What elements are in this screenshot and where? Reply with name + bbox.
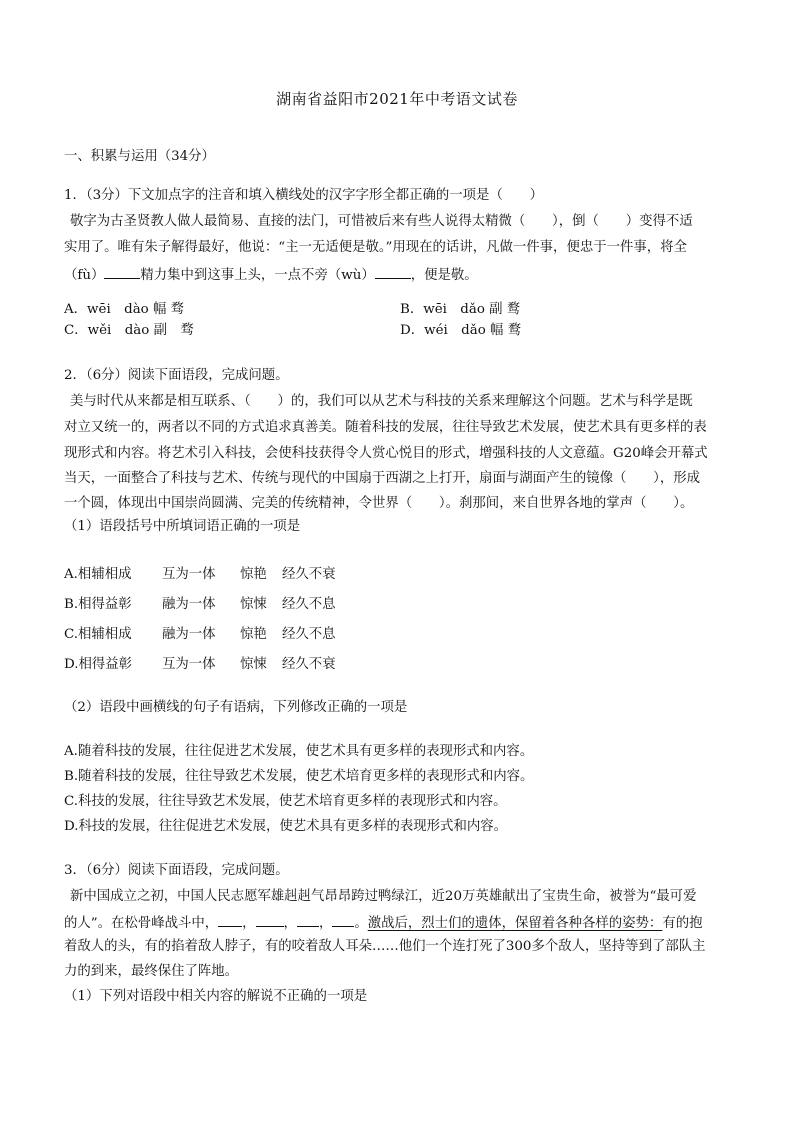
passage-text: 有的抱 [662, 916, 703, 931]
question-3-sub-1: （1）下列对语段中相关内容的解说不正确的一项是 [64, 989, 368, 1004]
choice-cell: 惊艳 [240, 567, 267, 582]
fill-blank [104, 264, 140, 279]
question-1-passage-line: 实用了。唯有朱子解得最好，他说：“主一无适便是敬。”用现在的话讲，凡做一件事，便忠于一件事，将全 [64, 240, 687, 255]
question-2-passage-line: 对立又统一的，两者以不同的方式追求真善美。随着科技的发展，往往导致艺术发展，使艺术具有更多样的表 [64, 420, 707, 435]
choice-cell: D.相得益彰 [64, 657, 133, 672]
word-choice-row [64, 565, 336, 585]
choice-cell: 互为一体 [162, 657, 216, 672]
passage-text: 精力集中到这事上头，一点不旁（wù） [140, 268, 375, 283]
question-1-stem: 1．（3分）下文加点字的注音和填入横线处的汉字字形全都正确的一项是（ ） [64, 188, 544, 203]
question-1-passage-line [64, 264, 478, 286]
underlined-sentence: 激战后，烈士们的遗体，保留着各种各样的姿势： [367, 916, 663, 931]
fill-blank [297, 912, 319, 927]
choice-cell: 经久不衰 [282, 657, 336, 672]
question-2-passage-line: 美与时代从来都是相互联系、（ ）的，我们可以从艺术与科技的关系来理解这个问题。艺术与科学是既 [70, 394, 693, 409]
fill-blank [218, 912, 242, 927]
passage-text: 。 [354, 916, 368, 931]
choice-cell: 经久不息 [282, 627, 336, 642]
question-2-sub-1: （1）语段括号中所填词语正确的一项是 [64, 519, 301, 534]
choice-cell: 融为一体 [162, 627, 216, 642]
passage-text: ， [318, 916, 333, 931]
choice-cell: 经久不息 [282, 597, 336, 612]
revision-option-c: C.科技的发展，往往导致艺术发展，使艺术培育更多样的表现形式和内容。 [64, 794, 507, 809]
option-a: A．wēi dào 幅 骛 [64, 302, 185, 317]
passage-text: ， [283, 916, 297, 931]
question-3-passage-line: 力的到来，最终保住了阵地。 [64, 964, 239, 979]
choice-cell: C.相辅相成 [64, 627, 132, 642]
question-1-passage-line: 敬字为古圣贤教人做人最简易、直接的法门，可惜被后来有些人说得太精微（ ），倒（ ）变得不适 [70, 214, 693, 229]
fill-blank [256, 912, 284, 927]
choice-cell: 融为一体 [162, 597, 216, 612]
choice-cell: 经久不衰 [282, 567, 336, 582]
passage-text: ， [242, 916, 256, 931]
revision-option-b: B.随着科技的发展，往往导致艺术发展，使艺术培育更多样的表现形式和内容。 [64, 769, 534, 784]
choice-cell: 惊艳 [240, 627, 267, 642]
revision-option-d: D.科技的发展，往往促进艺术发展，使艺术具有更多样的表现形式和内容。 [64, 819, 508, 834]
choice-cell: 惊悚 [240, 597, 267, 612]
question-2-passage-line: 当天，一面整合了科技与艺术、传统与现代的中国扇于西湖之上打开，扇面与湖面产生的镜像（ ），形成 [64, 471, 701, 486]
question-3-passage-line: 着敌人的头，有的掐着敌人脖子，有的咬着敌人耳朵……他们一个连打死了300多个敌人，坚持等到了部队主 [64, 939, 706, 954]
revision-option-a: A.随着科技的发展，往往促进艺术发展，使艺术具有更多样的表现形式和内容。 [64, 744, 534, 759]
question-2-passage-line: 一个圆，体现出中国崇尚圆满、完美的传统精神，令世界（ ）。刹那间，来自世界各地的掌声（ ）。 [64, 496, 694, 511]
page-title: 湖南省益阳市2021年中考语文试卷 [276, 90, 518, 108]
question-3-passage-line [64, 912, 702, 934]
word-choice-row [64, 595, 336, 615]
question-3-stem: 3．（6分）阅读下面语段，完成问题。 [64, 863, 289, 878]
passage-text: 的人”。在松骨峰战斗中， [64, 916, 219, 931]
passage-text: （fù） [64, 268, 105, 283]
fill-blank [375, 264, 411, 279]
fill-blank [332, 912, 354, 927]
choice-cell: 惊悚 [240, 657, 267, 672]
section-heading: 一、积累与运用（34分） [64, 149, 215, 164]
option-d: D．wéi dǎo 幅 鹜 [400, 323, 522, 338]
option-b: B．wēi dǎo 副 鹜 [400, 302, 521, 317]
question-2-passage-line: 现形式和内容。将艺术引入科技，会使科技获得令人赏心悦目的形式，增强科技的人文意蕴。G20峰会开幕式 [64, 446, 708, 461]
passage-text: ，便是敬。 [410, 268, 478, 283]
question-3-passage-line: 新中国成立之初，中国人民志愿军雄赳赳气昂昂跨过鸭绿江，近20万英雄献出了宝贵生命，被誉为“最可爱 [70, 889, 697, 904]
question-2-stem: 2．（6分）阅读下面语段，完成问题。 [64, 368, 289, 383]
choice-cell: 互为一体 [162, 567, 216, 582]
question-2-sub-2: （2）语段中画横线的句子有语病，下列修改正确的一项是 [64, 700, 408, 715]
word-choice-row [64, 625, 336, 645]
word-choice-row [64, 655, 336, 675]
choice-cell: A.相辅相成 [64, 567, 132, 582]
option-c: C．wěi dào 副 骛 [64, 323, 194, 338]
choice-cell: B.相得益彰 [64, 597, 132, 612]
